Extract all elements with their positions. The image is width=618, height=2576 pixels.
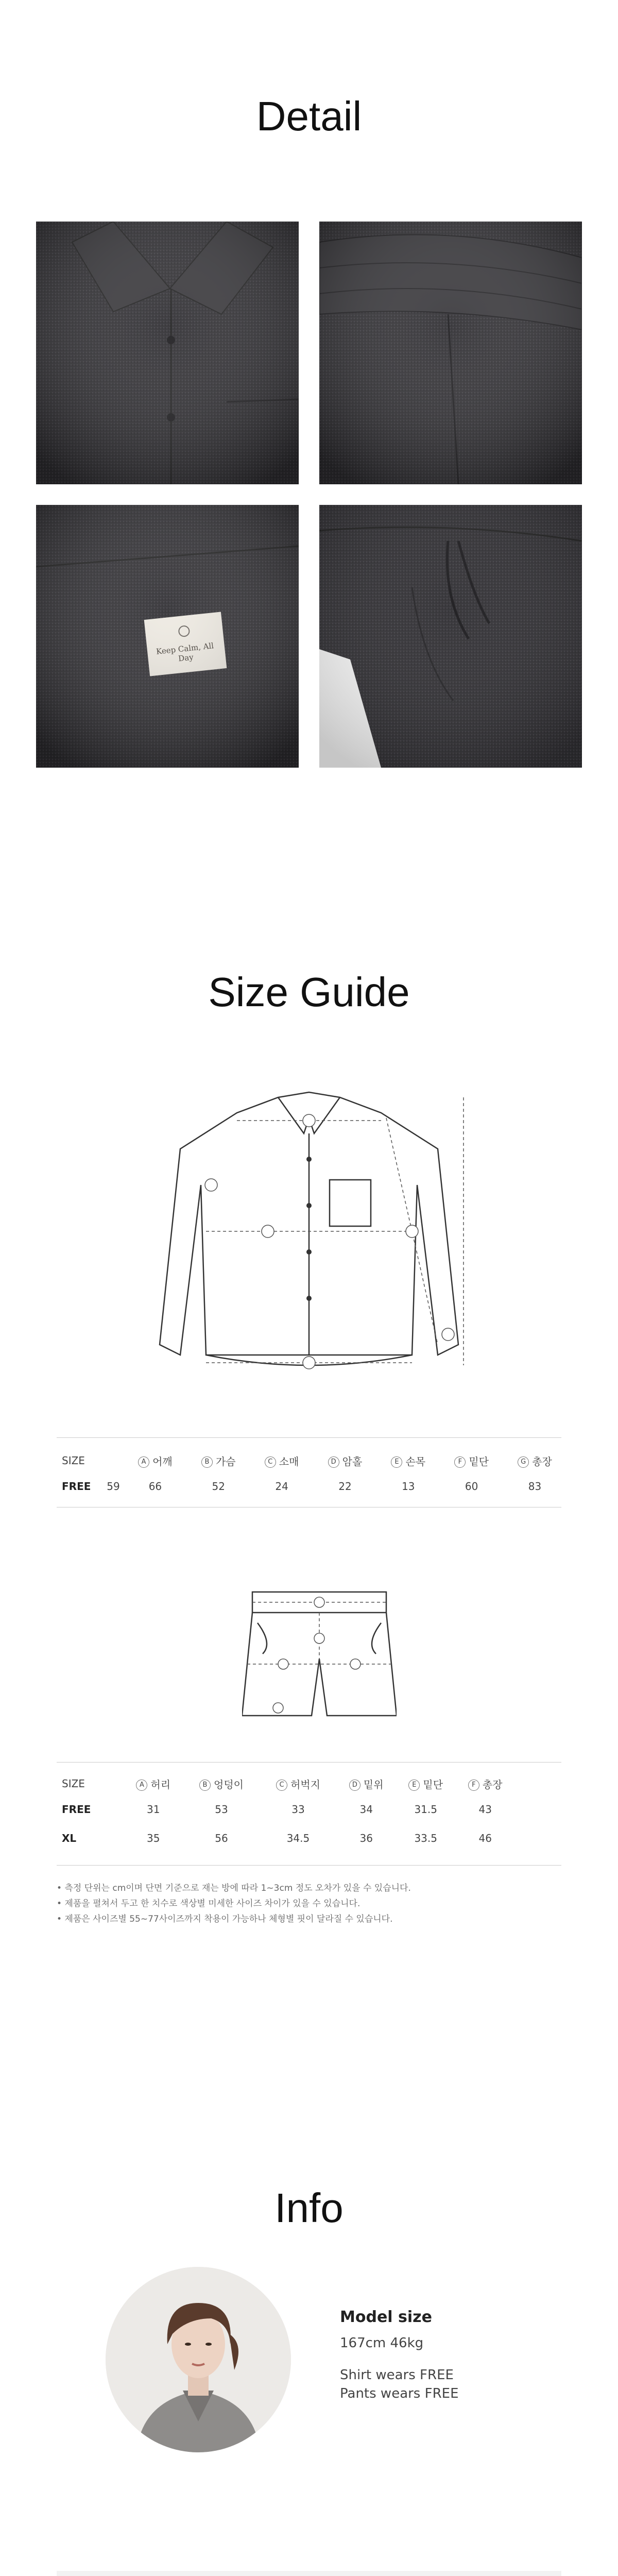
col-header: G 총장 (503, 1450, 566, 1471)
size-guide-title: Size Guide (208, 969, 410, 1015)
detail-photo-waistband (319, 222, 582, 484)
model-stats: 167cm 46kg (340, 2335, 424, 2351)
cell: 31.5 (414, 1803, 437, 1816)
col-header: B 엉덩이 (183, 1772, 260, 1795)
col-header: B 가슴 (187, 1450, 250, 1471)
col-header: E 밑단 (396, 1772, 456, 1795)
cell: 31 (147, 1803, 160, 1816)
detail-photo-collar (36, 222, 299, 484)
size-notes (57, 1880, 561, 1927)
cell: 13 (402, 1480, 415, 1493)
col-header: E 손목 (376, 1450, 440, 1471)
col-header: F 밑단 (440, 1450, 503, 1471)
divider (57, 1865, 561, 1866)
col-header: C 허벅지 (260, 1772, 336, 1795)
info-title: Info (274, 2185, 344, 2231)
size-note: • 제품을 펼쳐서 두고 한 치수로 색상별 미세한 사이즈 차이가 있을 수 있습니다. (57, 1899, 360, 1909)
detail-photo-drawstring (319, 505, 582, 768)
cell: 22 (338, 1480, 352, 1493)
pants-diagram (242, 1587, 397, 1721)
model-info (340, 2308, 556, 2401)
cell: 46 (478, 1832, 492, 1844)
cell: 43 (478, 1803, 492, 1816)
info-panel (57, 2571, 561, 2576)
size-header: SIZE (62, 1777, 85, 1790)
cell: 34 (359, 1803, 373, 1816)
cell: 52 (212, 1480, 225, 1493)
col-header: A 어깨 (124, 1450, 187, 1471)
detail-label-text: Keep Calm, All Day (156, 641, 214, 664)
cell: 24 (275, 1480, 288, 1493)
col-header: F 총장 (455, 1772, 515, 1795)
cell: 60 (465, 1480, 478, 1493)
col-header: A 허리 (124, 1772, 183, 1795)
cell: 59 (107, 1480, 120, 1493)
col-spacer (103, 1450, 124, 1471)
cell: 83 (528, 1480, 542, 1493)
pants-size-table (62, 1772, 515, 1853)
size-header: SIZE (62, 1454, 85, 1467)
size-note: • 제품은 사이즈별 55~77사이즈까지 착용이 가능하나 체형별 핏이 달라질 수 있습니다. (57, 1914, 393, 1924)
cell: 35 (147, 1832, 160, 1844)
cell: 34.5 (286, 1832, 310, 1844)
cell: 33 (291, 1803, 305, 1816)
row-size: XL (62, 1832, 77, 1844)
detail-title: Detail (256, 93, 362, 139)
col-header: D 암홀 (314, 1450, 377, 1471)
shirt-wears: Shirt wears FREE (340, 2367, 454, 2383)
cell: 53 (215, 1803, 228, 1816)
row-size: FREE (62, 1803, 91, 1816)
model-size-label: Model size (340, 2308, 432, 2326)
model-photo (106, 2267, 291, 2452)
shirt-diagram (149, 1077, 469, 1396)
cell: 36 (359, 1832, 373, 1844)
col-header: C 소매 (250, 1450, 314, 1471)
detail-photo-label (36, 505, 299, 768)
shirt-size-table (62, 1450, 566, 1502)
cell: 33.5 (414, 1832, 437, 1844)
cell: 66 (148, 1480, 162, 1493)
col-header: D 밑위 (336, 1772, 396, 1795)
divider (57, 1437, 561, 1438)
size-note: • 측정 단위는 cm이며 단면 기준으로 재는 방에 따라 1~3cm 정도 오차가 있을 수 있습니다. (57, 1883, 411, 1893)
cell: 56 (215, 1832, 228, 1844)
row-size: FREE (62, 1480, 91, 1493)
pants-wears: Pants wears FREE (340, 2386, 459, 2401)
